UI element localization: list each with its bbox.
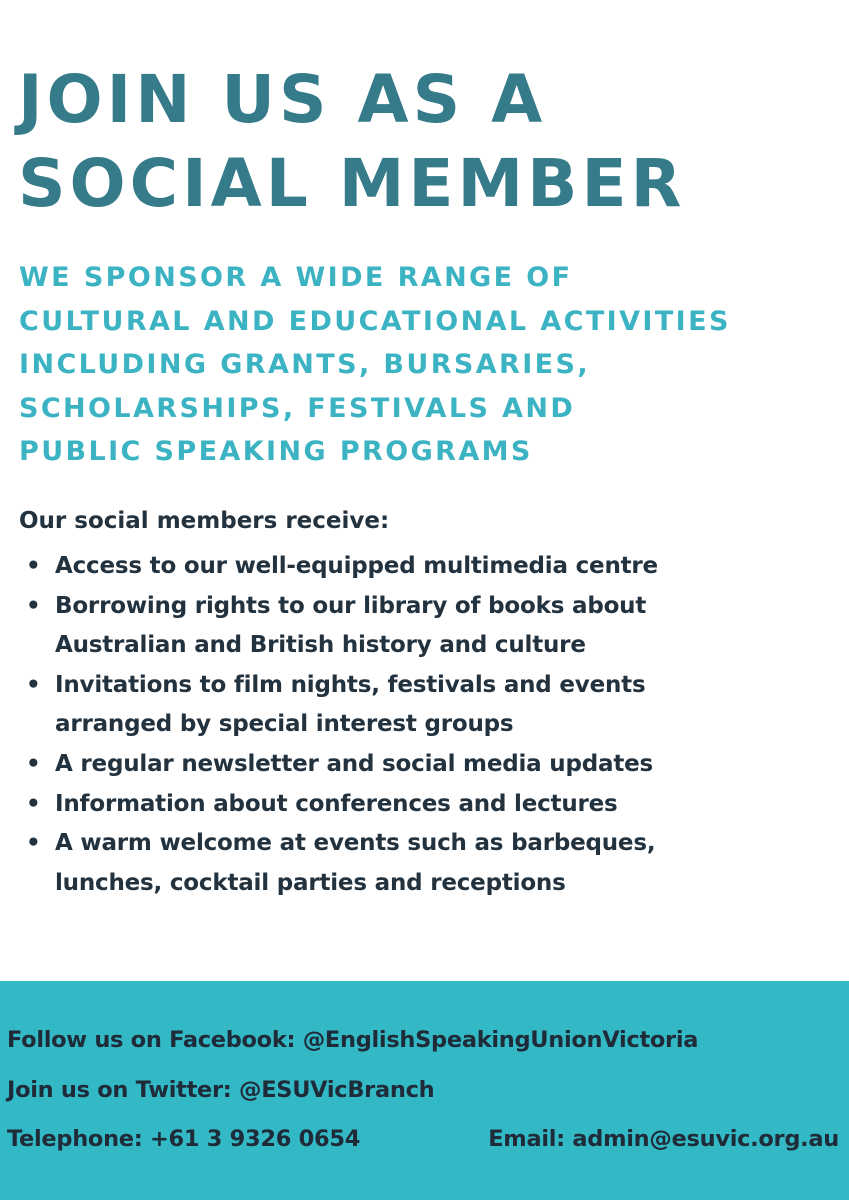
list-item bbox=[0, 785, 658, 825]
subheading-line: WE SPONSOR A WIDE RANGE OF bbox=[19, 262, 573, 293]
bullet-icon: • bbox=[26, 750, 41, 777]
headline-line: SOCIAL MEMBER bbox=[18, 145, 686, 222]
subheading-line: CULTURAL AND EDUCATIONAL ACTIVITIES bbox=[19, 305, 731, 337]
bullet-icon: • bbox=[26, 553, 41, 579]
subheading bbox=[19, 256, 731, 474]
list-item-text: arranged by special interest groups bbox=[55, 711, 514, 738]
bullet-icon: • bbox=[26, 830, 41, 857]
list-item bbox=[0, 824, 658, 903]
list-item bbox=[0, 547, 658, 587]
benefits-list bbox=[0, 547, 658, 903]
email-contact: Email: admin@esuvic.org.au bbox=[488, 1126, 839, 1152]
subheading-line: PUBLIC SPEAKING PROGRAMS bbox=[19, 436, 533, 467]
list-item-text: Information about conferences and lectures bbox=[55, 790, 618, 817]
bullet-icon: • bbox=[26, 790, 41, 817]
benefits-intro: Our social members receive: bbox=[19, 508, 390, 534]
headline-line: JOIN US AS A bbox=[18, 61, 547, 138]
contact-footer bbox=[0, 981, 849, 1200]
subheading-line: SCHOLARSHIPS, FESTIVALS AND bbox=[19, 392, 576, 424]
list-item bbox=[0, 666, 658, 745]
list-item bbox=[0, 587, 658, 666]
list-item-text: A warm welcome at events such as barbeques, bbox=[55, 830, 656, 857]
telephone-contact: Telephone: +61 3 9326 0654 bbox=[7, 1126, 361, 1152]
list-item-text: Australian and British history and culture bbox=[55, 632, 586, 659]
list-item-text: A regular newsletter and social media updates bbox=[55, 750, 654, 777]
list-item-text: Invitations to film nights, festivals and events bbox=[55, 671, 646, 698]
headline bbox=[18, 58, 685, 226]
facebook-contact: Follow us on Facebook: @EnglishSpeakingUnionVictoria bbox=[7, 1027, 699, 1053]
twitter-contact: Join us on Twitter: @ESUVicBranch bbox=[7, 1077, 435, 1103]
subheading-line: INCLUDING GRANTS, BURSARIES, bbox=[19, 349, 591, 380]
bullet-icon: • bbox=[26, 592, 41, 619]
bullet-icon: • bbox=[26, 671, 41, 698]
list-item bbox=[0, 745, 658, 785]
list-item-text: Access to our well-equipped multimedia centre bbox=[55, 553, 658, 579]
list-item-text: Borrowing rights to our library of books about bbox=[55, 592, 647, 619]
list-item-text: lunches, cocktail parties and receptions bbox=[55, 869, 566, 896]
